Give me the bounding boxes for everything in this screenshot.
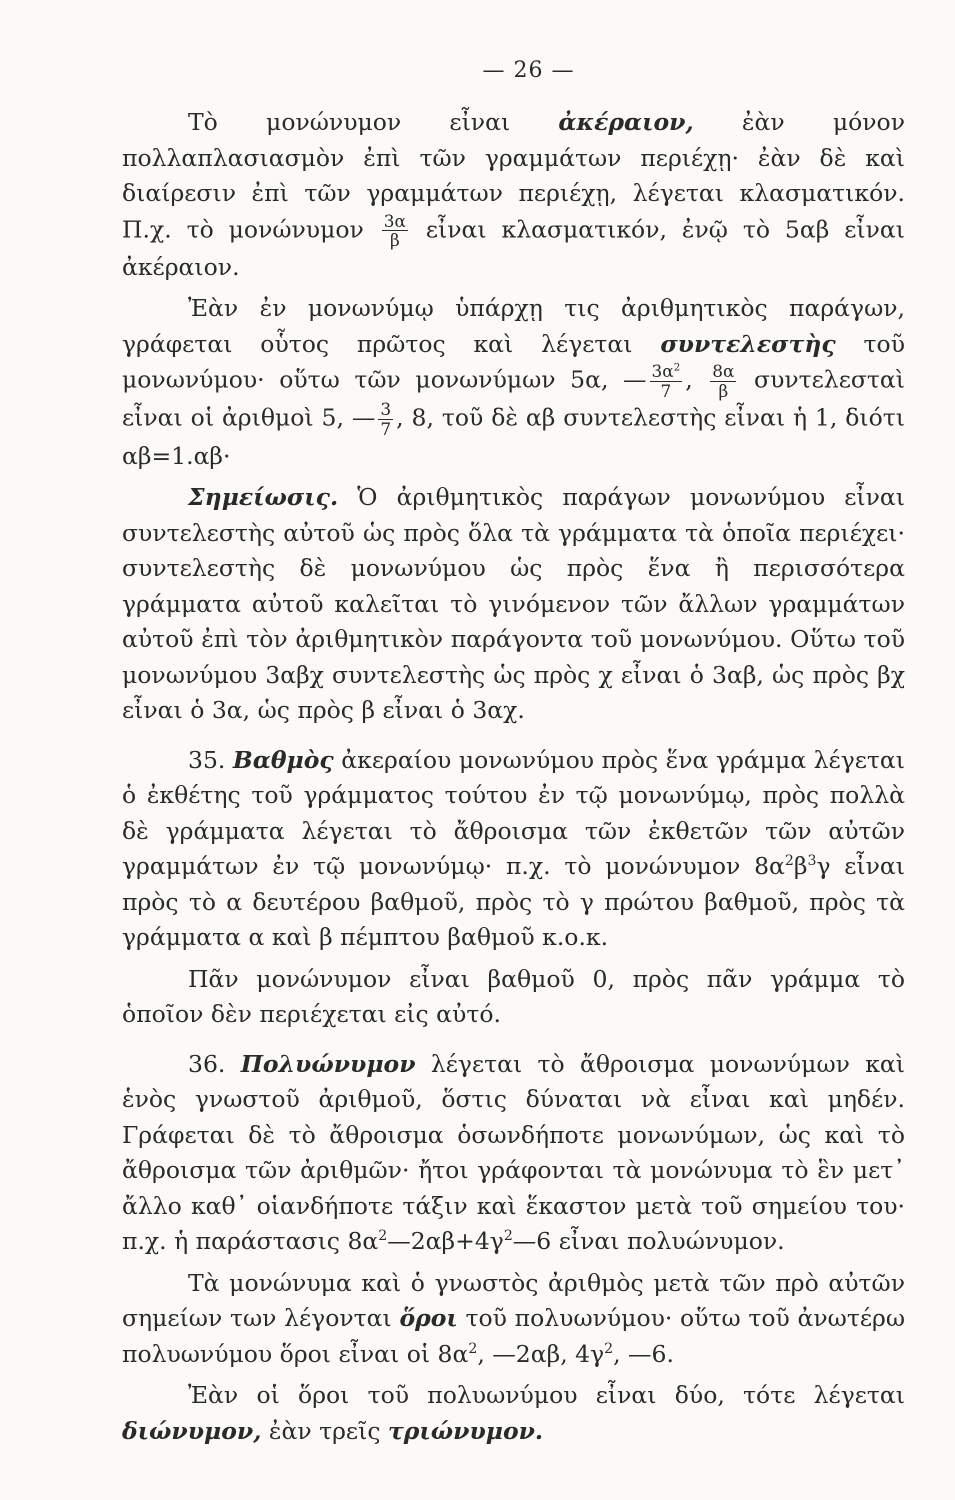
fraction-denominator: β (718, 380, 729, 401)
fraction-numerator: $3\alpha^2$ (651, 361, 681, 382)
paragraph-integer-monomial (122, 105, 905, 285)
exponent: 3 (807, 853, 817, 870)
exponent: 2 (673, 362, 681, 374)
exponent: 2 (468, 1340, 478, 1357)
section-term: Βαθμὸς (232, 745, 334, 774)
exponent: 2 (503, 1228, 513, 1245)
text: λέγεται τὸ ἄθροισμα μονωνύμων καὶ ἑνὸς γνωστοῦ ἀριθμοῦ, ὅστις δύναται νὰ εἶναι καὶ μηδέν. Γράφεται δὲ τὸ ἄθροισμα ὁσωνδήποτε μονωνύμων, ὡς καὶ τὸ ἄθροισμα τῶν ἀριθμῶν· ἤτοι γράφονται τὰ μονώνυμα τὸ ἓν μετ᾿ ἄλλο καθ᾿ οἱανδήποτε τάξιν καὶ ἕκαστον μετὰ τοῦ σημείου του· π.χ. ἡ παράστασις 8α (122, 1049, 905, 1256)
fraction-numerator: 3 (380, 399, 392, 420)
note-heading: Σημείωσις. (188, 483, 339, 512)
emphasis-term: συντελεστὴς (660, 329, 836, 358)
text: , —6. (613, 1339, 674, 1368)
text: , —2αβ, 4γ (477, 1339, 605, 1368)
page-number: — 26 — (482, 58, 575, 83)
text: ἐὰν μόνον πολλαπλασιασμὸν ἐπὶ τῶν γραμμάτων περιέχῃ· ἐὰν δὲ καὶ διαίρεσιν ἐπὶ τῶν γραμμάτων περιέχῃ, λέγεται κλασματικόν. Π.χ. τὸ μονώνυμον (122, 108, 905, 244)
emphasis-term: τριώνυμον. (387, 1416, 544, 1445)
exponent: 2 (784, 853, 794, 870)
text: Ἐὰν οἱ ὅροι τοῦ πολυωνύμου εἶναι δύο, τότε λέγεται (188, 1381, 905, 1410)
text: ἀκεραίου μονωνύμου πρὸς ἕνα γράμμα λέγεται ὁ ἐκθέτης τοῦ γράμματος τούτου ἐν τῷ μονωνύμῳ, πρὸς πολλὰ δὲ γράμματα λέγεται τὸ ἄθροισμα τῶν ἐκθετῶν τῶν αὐτῶν γραμμάτων ἐν τῷ μονωνύμῳ· π.χ. τὸ μονώνυμον 8α (122, 745, 906, 881)
paragraph-note (122, 480, 905, 729)
emphasis-term: ἀκέραιον, (558, 108, 694, 136)
text: Πᾶν μονώνυμον εἶναι βαθμοῦ 0, πρὸς πᾶν γράμμα τὸ ὁποῖον δὲν περιέχεται εἰς αὐτό. (122, 964, 905, 1029)
section-term: Πολυώνυμον (240, 1049, 416, 1078)
text: —2αβ+4γ (387, 1227, 504, 1256)
fraction (650, 362, 683, 400)
fraction (378, 400, 393, 438)
emphasis-term: διώνυμον, (122, 1416, 262, 1445)
section-number: 35. (188, 745, 233, 774)
text: , 8, τοῦ δὲ αβ συντελεστὴς εἶναι ἡ 1, διότι αβ=1.αβ· (122, 404, 905, 470)
text: τοῦ πολυωνύμου· οὕτω τοῦ ἀνωτέρω πολυωνύμου ὅροι εἶναι οἱ 8α (122, 1304, 905, 1368)
paragraph-terms (122, 1266, 905, 1373)
fraction-denominator: 7 (380, 419, 392, 440)
fraction (382, 212, 408, 250)
emphasis-term: ὅροι (399, 1304, 458, 1333)
fraction-denominator: β (389, 230, 400, 251)
fraction (710, 362, 736, 400)
fraction-numerator: 8α (712, 361, 735, 382)
text: Τὸ μονώνυμον εἶναι (188, 108, 559, 136)
exponent: 2 (378, 1228, 388, 1245)
text: —6 εἶναι πολυώνυμον. (512, 1227, 785, 1256)
text: Ὁ ἀριθμητικὸς παράγων μονωνύμου εἶναι συντελεστὴς αὐτοῦ ὡς πρὸς ὅλα τὰ γράμματα τὰ ὁποῖα περιέχει· συντελεστὴς δὲ μονωνύμου ὡς πρὸς ἕνα ἢ περισσότερα γράμματα αὐτοῦ καλεῖται τὸ γινόμενον τῶν ἄλλων γραμμάτων αὐτοῦ ἐπὶ τὸν ἀριθμητικὸν παράγοντα τοῦ μονωνύμου. Οὕτω τοῦ μονωνύμου 3αβχ συντελεστὴς ὡς πρὸς χ εἶναι ὁ 3αβ, ὡς πρὸς βχ εἶναι ὁ 3α, ὡς πρὸς β εἶναι ὁ 3αχ. (122, 483, 905, 725)
paragraph-degree (122, 743, 905, 956)
fraction-numerator: 3α (383, 210, 406, 231)
exponent: 2 (604, 1340, 614, 1357)
paragraph-degree-zero (122, 962, 905, 1033)
text: συντελεσταὶ εἶναι οἱ ἀριθμοὶ 5, — (122, 365, 906, 433)
text: β (793, 852, 808, 881)
text: τοῦ μονωνύμου· οὕτω τῶν μονωνύμων 5α, — (122, 329, 905, 394)
paragraph-polynomial (122, 1047, 905, 1260)
text: γ εἶναι πρὸς τὸ α δευτέρου βαθμοῦ, πρὸς τὸ γ πρώτου βαθμοῦ, πρὸς τὰ γράμματα α καὶ β πέμπτου βαθμοῦ κ.ο.κ. (122, 852, 905, 952)
text: , (685, 365, 708, 394)
paragraph-coefficient (122, 291, 905, 474)
section-number: 36. (188, 1049, 241, 1078)
paragraph-binomial (122, 1378, 905, 1449)
text: εἶναι κλασματικόν, ἐνῷ τὸ 5αβ εἶναι ἀκέραιον. (122, 215, 905, 281)
text: Τὰ μονώνυμα καὶ ὁ γνωστὸς ἀριθμὸς μετὰ τῶν πρὸ αὐτῶν σημείων των λέγονται (122, 1268, 905, 1333)
text: ἐὰν τρεῖς (261, 1416, 388, 1445)
text: Ἐὰν ἐν μονωνύμῳ ὑπάρχῃ τις ἀριθμητικὸς παράγων, γράφεται οὗτος πρῶτος καὶ λέγεται (122, 294, 905, 358)
fraction-denominator: 7 (660, 380, 672, 401)
